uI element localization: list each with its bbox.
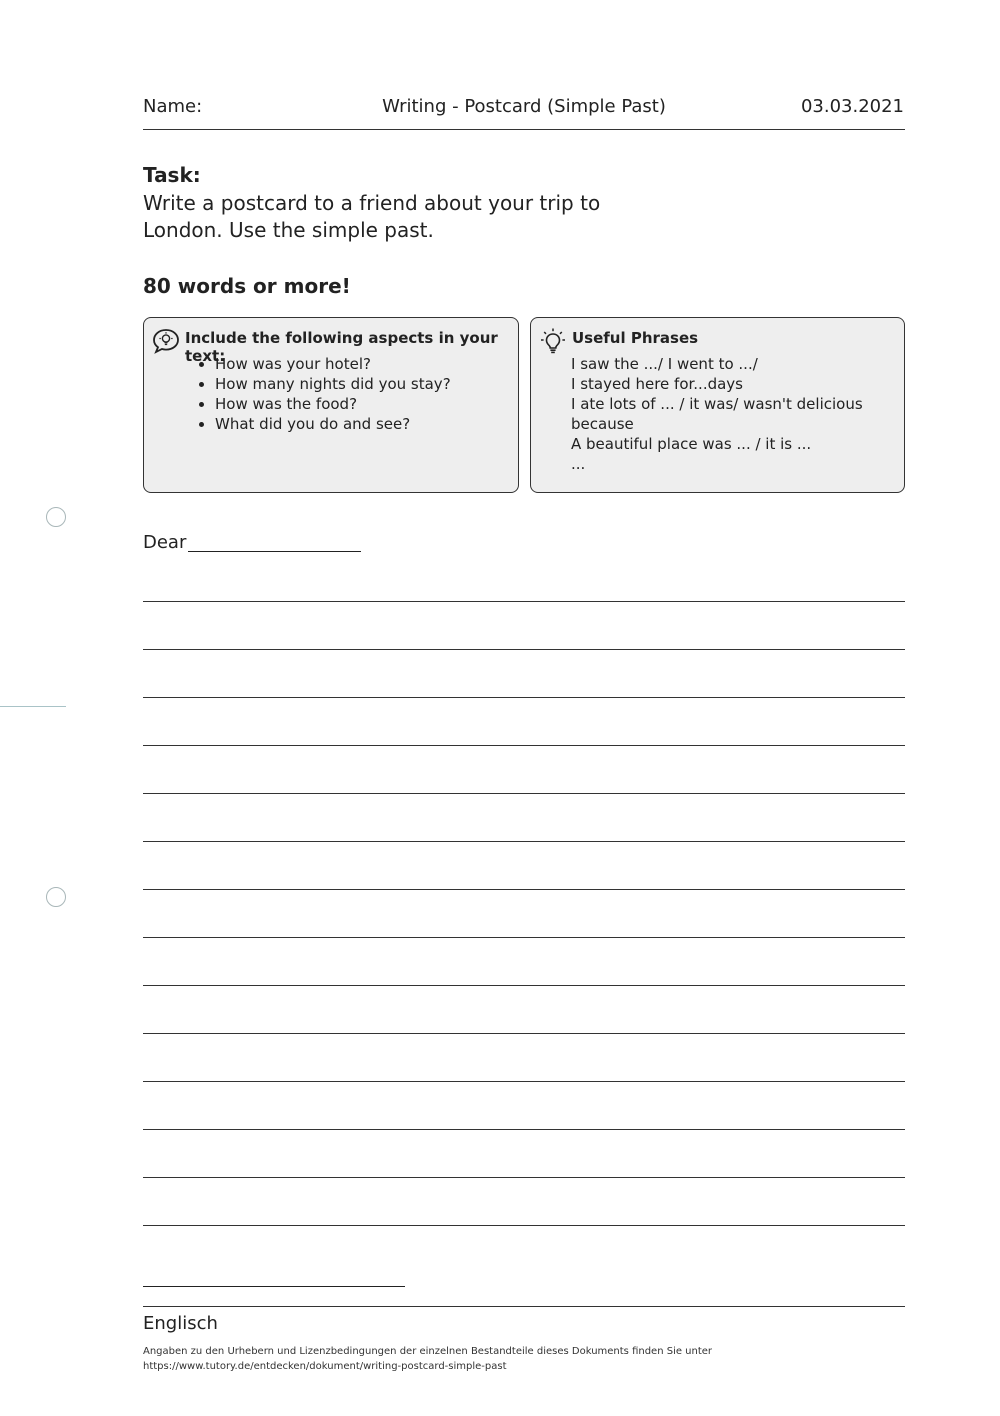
- punch-hole-mark: [46, 887, 66, 907]
- writing-line[interactable]: [143, 1081, 905, 1082]
- writing-line[interactable]: [143, 745, 905, 746]
- writing-line[interactable]: [143, 1177, 905, 1178]
- useful-phrases-list: [571, 354, 863, 474]
- writing-line[interactable]: [143, 841, 905, 842]
- punch-hole-mark: [46, 507, 66, 527]
- phrase-line: I saw the .../ I went to .../: [571, 355, 758, 373]
- useful-phrases-title: Useful Phrases: [572, 329, 699, 347]
- phrase-line: A beautiful place was ... / it is ...: [571, 435, 812, 453]
- word-count-requirement: 80 words or more!: [143, 274, 351, 298]
- task-description: Write a postcard to a friend about your trip to London. Use the simple past.: [143, 191, 601, 242]
- footer-rule: [143, 1306, 905, 1307]
- name-label: Name:: [143, 96, 203, 117]
- fold-mark: [0, 706, 66, 707]
- list-item: • How many nights did you stay?: [215, 374, 451, 394]
- writing-line[interactable]: [143, 985, 905, 986]
- writing-line[interactable]: [143, 649, 905, 650]
- document-date: 03.03.2021: [800, 96, 904, 117]
- writing-line[interactable]: [143, 1225, 905, 1226]
- recipient-name-blank[interactable]: [188, 551, 361, 552]
- credits-text: [143, 1344, 712, 1374]
- writing-line[interactable]: [143, 793, 905, 794]
- phrase-line: because: [571, 415, 634, 433]
- task-heading: Task:: [143, 163, 201, 187]
- credits-line: Angaben zu den Urhebern und Lizenzbedingungen der einzelnen Bestandteile dieses Dokuments finden Sie unter: [143, 1346, 713, 1357]
- writing-line[interactable]: [143, 601, 905, 602]
- aspects-box-title: Include the following aspects in your text:: [185, 329, 498, 365]
- phrase-line: I ate lots of ... / it was/ wasn't delicious: [571, 395, 863, 413]
- aspects-list: [188, 354, 451, 434]
- header-rule: [143, 129, 905, 130]
- writing-line[interactable]: [143, 697, 905, 698]
- speech-bubble-lightbulb-icon: [152, 327, 180, 355]
- list-item: • How was your hotel?: [215, 354, 451, 374]
- phrase-line: I stayed here for...days: [571, 375, 744, 393]
- credits-url: https://www.tutory.de/entdecken/dokument/writing-postcard-simple-past: [143, 1361, 507, 1372]
- list-item: • What did you do and see?: [215, 414, 451, 434]
- list-item: • How was the food?: [215, 394, 451, 414]
- salutation-label: Dear: [143, 532, 187, 553]
- signature-blank[interactable]: [143, 1286, 405, 1287]
- writing-line[interactable]: [143, 1033, 905, 1034]
- lightbulb-icon: [539, 327, 567, 355]
- subject-label: Englisch: [143, 1313, 218, 1334]
- page-title: Writing - Postcard (Simple Past): [382, 96, 666, 117]
- writing-line[interactable]: [143, 1129, 905, 1130]
- writing-line[interactable]: [143, 889, 905, 890]
- aspects-box: [143, 317, 519, 493]
- phrase-line: ...: [571, 455, 586, 473]
- useful-phrases-box: [530, 317, 905, 493]
- writing-line[interactable]: [143, 937, 905, 938]
